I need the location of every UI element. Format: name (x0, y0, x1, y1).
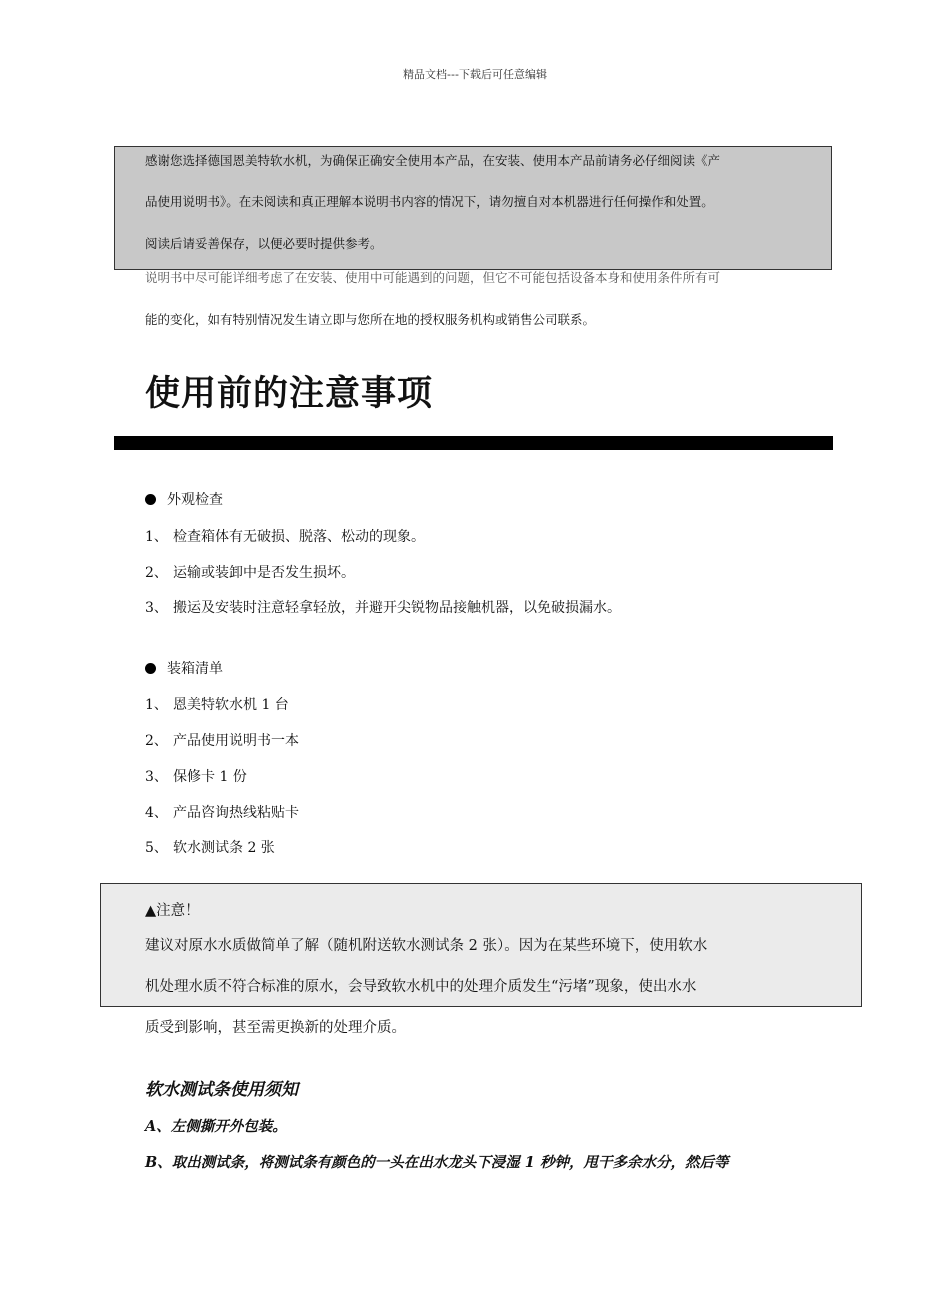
note-title: ▲注意！ (145, 903, 200, 919)
list-item: 3、 保修卡 1 份 (145, 769, 247, 785)
packing-heading-label: 装箱清单 (167, 661, 223, 677)
title-rule (114, 436, 833, 450)
list-item: 2、 运输或装卸中是否发生损坏。 (145, 565, 355, 581)
note-line: 建议对原水水质做简单了解（随机附送软水测试条 2 张）。因为在某些环境下，使用软水 (145, 938, 708, 954)
list-item: 3、 搬运及安装时注意轻拿轻放，并避开尖锐物品接触机器，以免破损漏水。 (145, 600, 621, 616)
packing-heading (145, 658, 223, 678)
list-item: 5、 软水测试条 2 张 (145, 840, 275, 856)
intro-line: 感谢您选择德国恩美特软水机，为确保正确安全使用本产品，在安装、使用本产品前请务必仔细阅读《产 (145, 153, 721, 168)
list-item: 4、 产品咨询热线粘贴卡 (145, 805, 299, 821)
list-item: 1、 恩美特软水机 1 台 (145, 697, 289, 713)
bullet-icon (145, 663, 156, 674)
list-item: 1、 检查箱体有无破损、脱落、松动的现象。 (145, 529, 425, 545)
page-header: 精品文档---下载后可任意编辑 (403, 68, 547, 81)
intro-line: 说明书中尽可能详细考虑了在安装、使用中可能遇到的问题，但它不可能包括设备本身和使用条件所有可 (145, 270, 721, 285)
step-item: A、左侧撕开外包装。 (145, 1118, 287, 1135)
step-item: B、取出测试条，将测试条有颜色的一头在出水龙头下浸湿 1 秒钟，甩干多余水分，然后等 (145, 1154, 729, 1171)
note-line: 质受到影响，甚至需更换新的处理介质。 (145, 1020, 406, 1036)
intro-line: 能的变化，如有特别情况发生请立即与您所在地的授权服务机构或销售公司联系。 (145, 312, 596, 327)
note-line: 机处理水质不符合标准的原水，会导致软水机中的处理介质发生“污堵”现象，使出水水 (145, 979, 697, 995)
intro-line: 阅读后请妥善保存，以便必要时提供参考。 (145, 236, 383, 251)
section-title: 使用前的注意事项 (145, 374, 434, 414)
test-strip-title: 软水测试条使用须知 (145, 1080, 298, 1100)
inspection-heading-label: 外观检查 (167, 492, 223, 508)
bullet-icon (145, 494, 156, 505)
intro-line: 品使用说明书》。在未阅读和真正理解本说明书内容的情况下，请勿擅自对本机器进行任何操作和处置。 (145, 194, 714, 209)
inspection-heading (145, 489, 223, 509)
list-item: 2、 产品使用说明书一本 (145, 733, 299, 749)
